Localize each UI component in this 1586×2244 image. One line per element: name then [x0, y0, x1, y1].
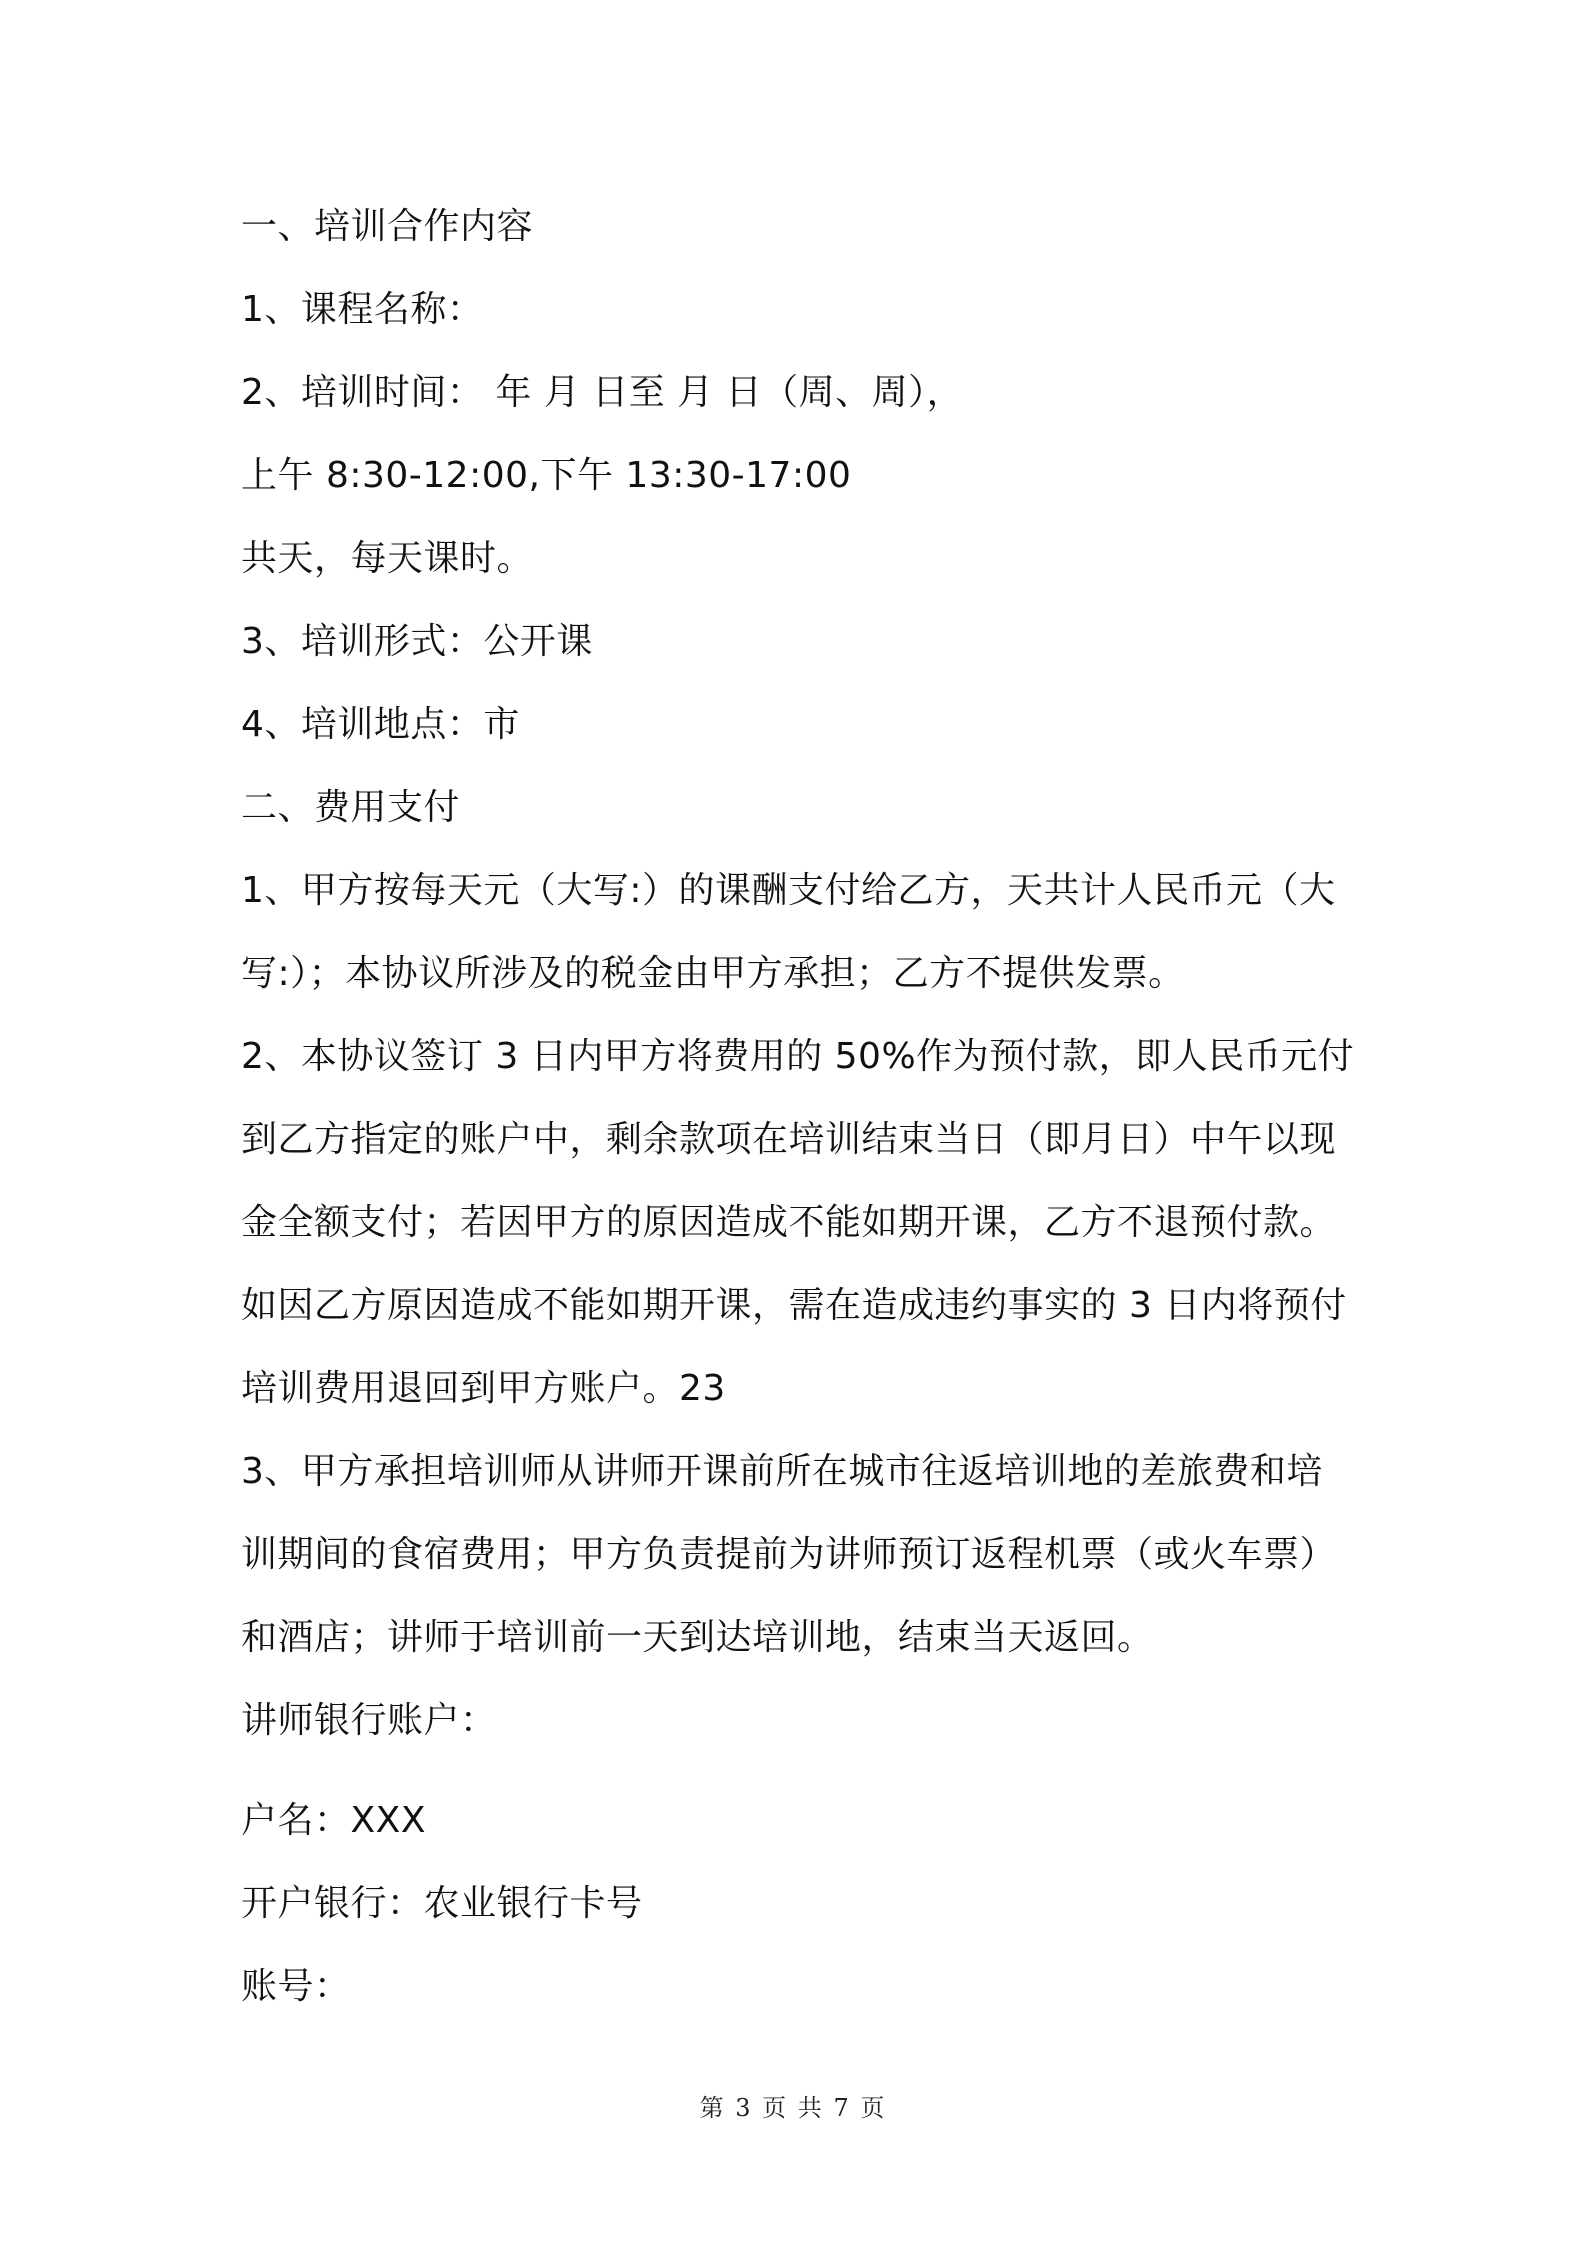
page-number-footer: 第 3 页 共 7 页: [699, 2094, 887, 2122]
section-heading-training-content: 一、培训合作内容: [241, 206, 534, 247]
payment-clause-2-line-5: 培训费用退回到甲方账户。23: [241, 1368, 726, 1409]
training-time-line: 2、培训时间： 年 月 日至 月 日（周、周），: [241, 372, 964, 413]
payment-clause-2-line-4: 如因乙方原因造成不能如期开课，需在造成违约事实的 3 日内将预付: [241, 1285, 1347, 1326]
payment-clause-2-line-1: 2、本协议签订 3 日内甲方将费用的 50%作为预付款，即人民币元付: [241, 1036, 1355, 1077]
training-format-line: 3、培训形式：公开课: [241, 621, 593, 662]
payment-clause-2-line-2: 到乙方指定的账户中，剩余款项在培训结束当日（即月日）中午以现: [241, 1119, 1337, 1160]
payment-clause-1-line-1: 1、甲方按每天元（大写:）的课酬支付给乙方，天共计人民币元（大: [241, 870, 1336, 911]
training-location-line: 4、培训地点：市: [241, 704, 520, 745]
payment-clause-3-line-1: 3、甲方承担培训师从讲师开课前所在城市往返培训地的差旅费和培: [241, 1451, 1323, 1492]
bank-account-heading: 讲师银行账户：: [241, 1700, 497, 1741]
payment-clause-1-line-2: 写:）；本协议所涉及的税金由甲方承担；乙方不提供发票。: [241, 953, 1185, 994]
training-hours-line: 上午 8:30-12:00,下午 13:30-17:00: [241, 455, 852, 496]
course-name-line: 1、课程名称：: [241, 289, 484, 330]
account-holder-line: 户名：XXX: [241, 1800, 426, 1841]
payment-clause-3-line-3: 和酒店；讲师于培训前一天到达培训地，结束当天返回。: [241, 1617, 1154, 1658]
section-heading-payment: 二、费用支付: [241, 787, 461, 828]
bank-name-line: 开户银行：农业银行卡号: [241, 1883, 643, 1924]
payment-clause-3-line-2: 训期间的食宿费用；甲方负责提前为讲师预订返程机票（或火车票）: [241, 1534, 1337, 1575]
payment-clause-2-line-3: 金全额支付；若因甲方的原因造成不能如期开课，乙方不退预付款。: [241, 1202, 1337, 1243]
training-days-line: 共天，每天课时。: [241, 538, 534, 579]
account-number-line: 账号：: [241, 1966, 351, 2007]
